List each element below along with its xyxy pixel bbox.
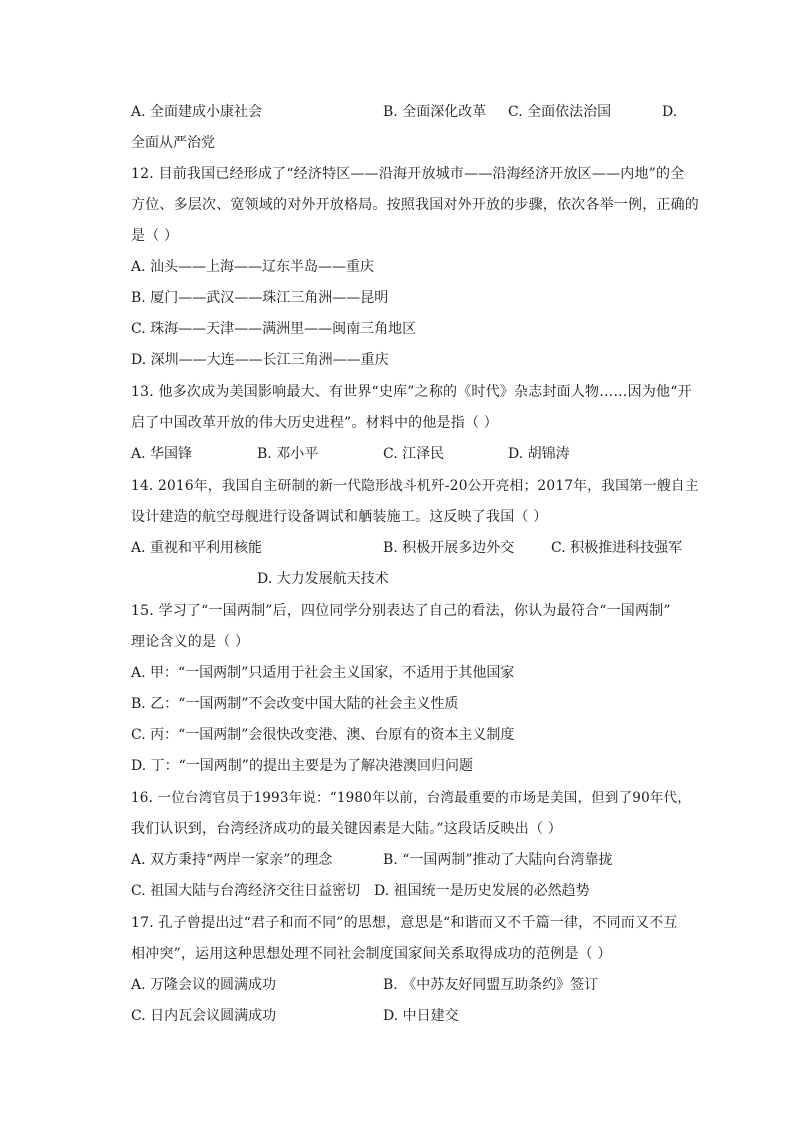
q13-option-d: D. 胡锦涛 [508, 446, 570, 462]
q15-option-d: D. 丁：“一国两制”的提出主要是为了解决港澳回归问题 [131, 758, 473, 774]
q17-option-b: B. 《中苏友好同盟互助条约》签订 [383, 977, 599, 993]
q13-stem-line1: 13. 他多次成为美国影响最大、有世界“史库”之称的《时代》杂志封面人物……因为他“开 [131, 384, 692, 400]
q17-option-a: A. 万隆会议的圆满成功 [131, 977, 277, 993]
q11-option-c: C. 全面依法治国 [508, 104, 612, 120]
q12-stem-line1: 12. 目前我国已经形成了“经济特区——沿海开放城市——沿海经济开放区——内地”的全 [131, 166, 685, 182]
q15-option-c: C. 丙：“一国两制”会很快改变港、澳、台原有的资本主义制度 [131, 727, 515, 743]
q11-option-d-label: D. [662, 104, 678, 120]
q14-stem-line2: 设计建造的航空母舰进行设备调试和舾装施工。这反映了我国（ ） [131, 509, 548, 525]
q13-option-a: A. 华国锋 [131, 446, 193, 462]
q13-option-b: B. 邓小平 [257, 446, 319, 462]
q14-option-c: C. 积极推进科技强军 [551, 540, 683, 556]
q15-stem-line2: 理论含义的是（ ） [131, 634, 250, 650]
q14-option-a: A. 重视和平利用核能 [131, 540, 263, 556]
q15-option-b: B. 乙：“一国两制”不会改变中国大陆的社会主义性质 [131, 696, 459, 712]
q17-option-c: C. 日内瓦会议圆满成功 [131, 1008, 277, 1024]
q16-stem-line2: 我们认识到，台湾经济成功的最关键因素是大陆。”这段话反映出（ ） [131, 821, 563, 837]
q16-option-c: C. 祖国大陆与台湾经济交往日益密切 [131, 883, 361, 899]
q16-option-d: D. 祖国统一是历史发展的必然趋势 [374, 883, 590, 899]
q11-option-d-text: 全面从严治党 [131, 135, 215, 151]
q12-stem-line3: 是（ ） [131, 228, 179, 244]
q14-stem-line1: 14. 2016年，我国自主研制的新一代隐形战斗机歼-20公开亮相；2017年，我国第一艘自主 [131, 478, 699, 494]
q17-stem-line2: 相冲突”，运用这种思想处理不同社会制度国家间关系取得成功的范例是（ ） [131, 946, 612, 962]
q15-option-a: A. 甲：“一国两制”只适用于社会主义国家，不适用于其他国家 [131, 665, 515, 681]
q14-option-b: B. 积极开展多边外交 [383, 540, 515, 556]
q15-stem-line1: 15. 学习了“一国两制”后，四位同学分别表达了自己的看法，你认为最符合“一国两制” [131, 603, 671, 619]
q12-option-a: A. 汕头——上海——辽东半岛——重庆 [131, 259, 375, 275]
q11-option-b: B. 全面深化改革 [383, 104, 487, 120]
q16-stem-line1: 16. 一位台湾官员于1993年说：“1980年以前，台湾最重要的市场是美国，但到了90年代， [131, 790, 691, 806]
q12-option-c: C. 珠海——天津——满洲里——闽南三角地区 [131, 321, 417, 337]
q12-stem-line2: 方位、多层次、宽领域的对外开放格局。按照我国对外开放的步骤，依次各举一例，正确的 [131, 197, 699, 213]
q16-option-b: B. “一国两制”推动了大陆向台湾靠拢 [383, 852, 613, 868]
q12-option-d: D. 深圳——大连——长江三角洲——重庆 [131, 352, 389, 368]
q13-stem-line2: 启了中国改革开放的伟大历史进程”。材料中的他是指（ ） [131, 415, 499, 431]
q17-stem-line1: 17. 孔子曾提出过“君子和而不同”的思想，意思是“和谐而又不千篇一律，不同而又不互 [131, 915, 678, 931]
q13-option-c: C. 江泽民 [383, 446, 445, 462]
q12-option-b: B. 厦门——武汉——珠江三角洲——昆明 [131, 290, 389, 306]
q14-option-d: D. 大力发展航天技术 [257, 571, 389, 587]
q16-option-a: A. 双方秉持“两岸一家亲”的理念 [131, 852, 333, 868]
q17-option-d: D. 中日建交 [383, 1008, 459, 1024]
q11-option-a: A. 全面建成小康社会 [131, 104, 263, 120]
